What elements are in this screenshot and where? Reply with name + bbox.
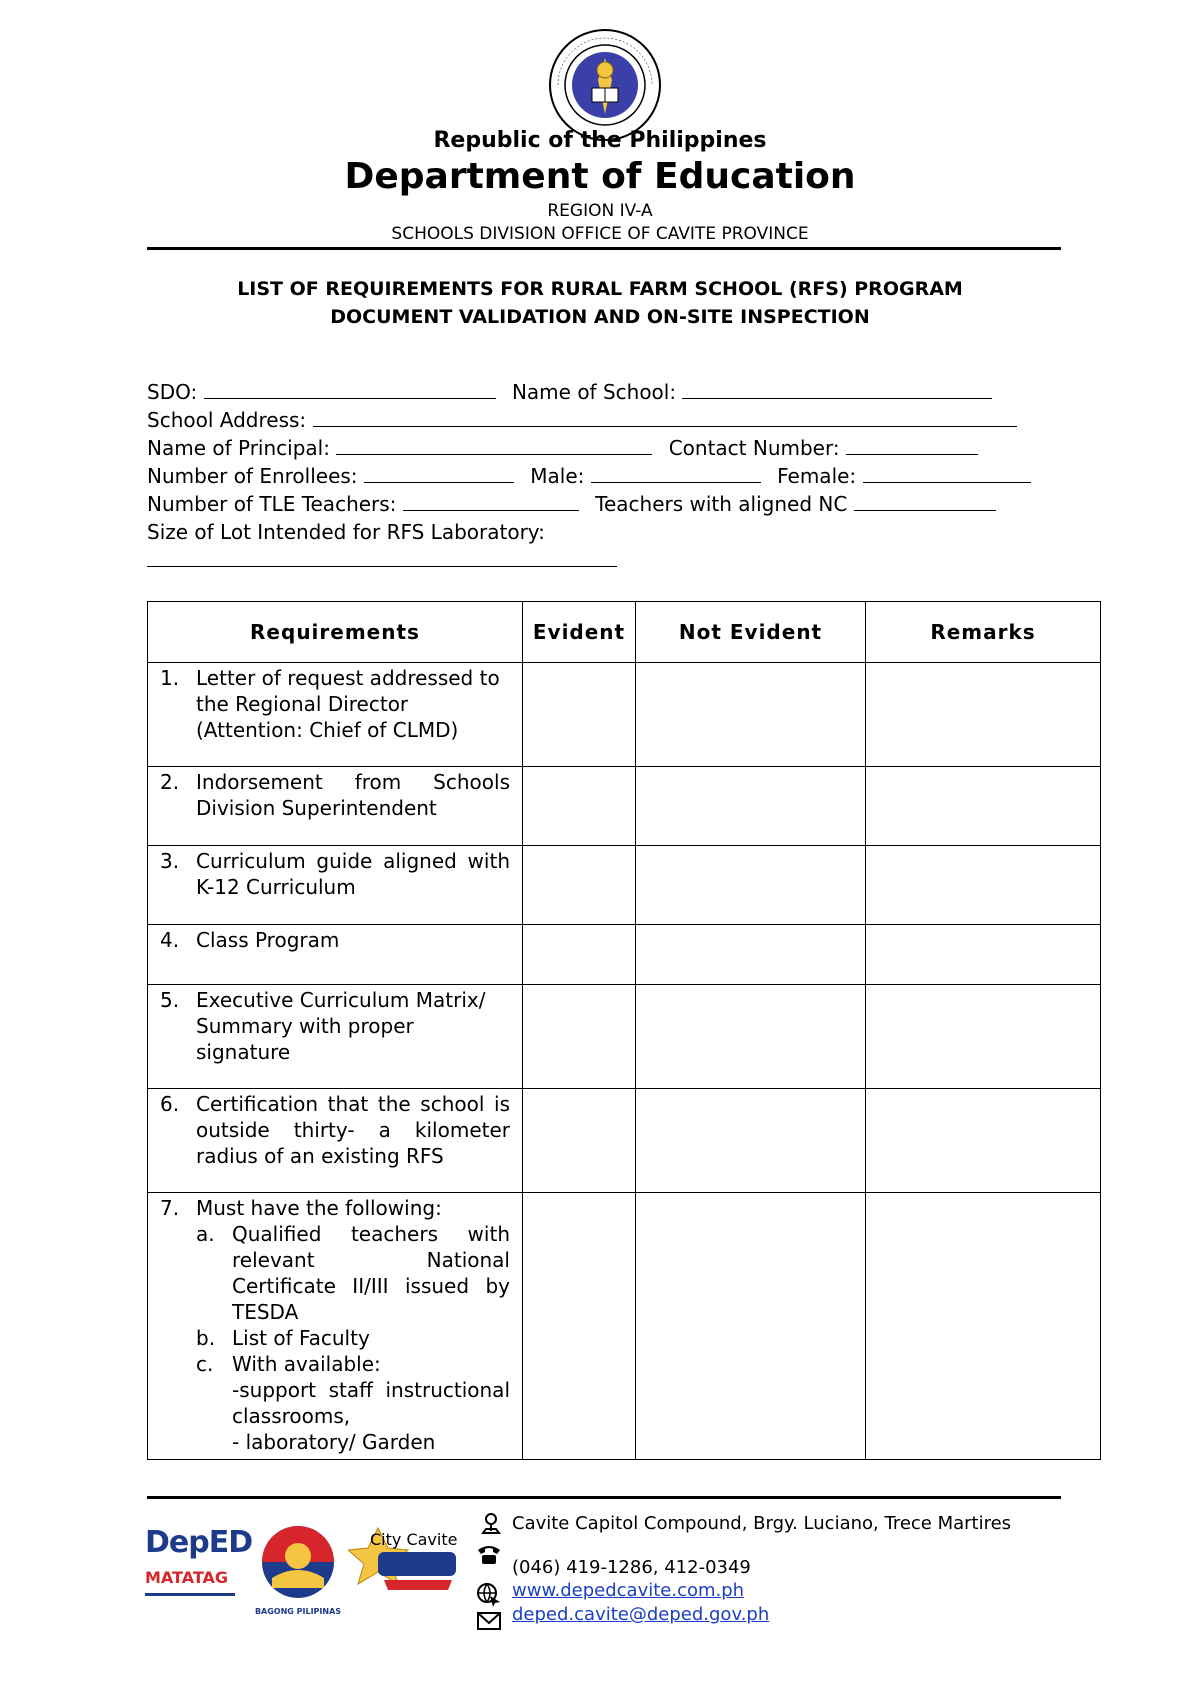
not-evident-cell[interactable] bbox=[636, 767, 866, 846]
remarks-cell[interactable] bbox=[866, 1193, 1101, 1460]
footer-divider bbox=[147, 1496, 1061, 1499]
tle-teachers-label: Number of TLE Teachers: bbox=[147, 492, 397, 516]
contact-number-field[interactable] bbox=[846, 434, 978, 455]
school-address-field[interactable] bbox=[313, 406, 1017, 427]
remarks-cell[interactable] bbox=[866, 985, 1101, 1089]
item-text: Letter of request addressed to the Regional Director (Attention: Chief of CLMD) bbox=[196, 666, 500, 742]
department-title: Department of Education bbox=[344, 156, 856, 197]
requirement-cell bbox=[148, 846, 523, 925]
requirement-cell bbox=[148, 1193, 523, 1460]
deped-logo-text: DepED bbox=[145, 1525, 253, 1560]
division-line: SCHOOLS DIVISION OFFICE OF CAVITE PROVINCE bbox=[391, 224, 809, 244]
not-evident-cell[interactable] bbox=[636, 1089, 866, 1193]
col-evident: Evident bbox=[523, 602, 636, 663]
bagong-pilipinas-logo bbox=[252, 1522, 344, 1618]
enrollees-field[interactable] bbox=[364, 462, 514, 483]
evident-cell[interactable] bbox=[523, 1193, 636, 1460]
item-text: Curriculum guide aligned with K-12 Curriculum bbox=[196, 849, 510, 899]
sub-item-detail: - laboratory/ Garden bbox=[232, 1430, 436, 1454]
item-number: 6. bbox=[160, 1092, 180, 1116]
item-number: 2. bbox=[160, 770, 180, 794]
school-address-label: School Address: bbox=[147, 408, 307, 432]
table-row bbox=[148, 1089, 1101, 1193]
aligned-nc-label: Teachers with aligned NC bbox=[595, 492, 848, 516]
evident-cell[interactable] bbox=[523, 985, 636, 1089]
tle-teachers-field[interactable] bbox=[403, 490, 579, 511]
sub-item-text: Qualified teachers with relevant National Certificate II/III issued by TESDA bbox=[232, 1222, 510, 1324]
deped-matatag-logo bbox=[145, 1525, 253, 1615]
item-number: 5. bbox=[160, 988, 180, 1012]
bagong-pilipinas-text: BAGONG PILIPINAS bbox=[254, 1607, 342, 1616]
table-header-row bbox=[148, 602, 1101, 663]
not-evident-cell[interactable] bbox=[636, 663, 866, 767]
republic-line: Republic of the Philippines bbox=[433, 128, 767, 153]
requirements-table bbox=[147, 601, 1101, 1460]
document-title-line-2: DOCUMENT VALIDATION AND ON-SITE INSPECTION bbox=[330, 306, 870, 328]
remarks-cell[interactable] bbox=[866, 1089, 1101, 1193]
region-line: REGION IV-A bbox=[547, 201, 653, 221]
remarks-cell[interactable] bbox=[866, 767, 1101, 846]
col-not-evident: Not Evident bbox=[636, 602, 866, 663]
sdo-cavite-city-logo bbox=[348, 1518, 468, 1608]
principal-field[interactable] bbox=[336, 434, 652, 455]
evident-cell[interactable] bbox=[523, 1089, 636, 1193]
female-field[interactable] bbox=[863, 462, 1031, 483]
table-row bbox=[148, 663, 1101, 767]
sub-item-detail: -support staff instructional classrooms, bbox=[232, 1378, 510, 1428]
globe-cursor-icon bbox=[476, 1582, 502, 1608]
enrollees-label: Number of Enrollees: bbox=[147, 464, 358, 488]
table-row bbox=[148, 846, 1101, 925]
evident-cell[interactable] bbox=[523, 925, 636, 985]
sub-item-letter: a. bbox=[196, 1222, 215, 1246]
female-label: Female: bbox=[777, 464, 857, 488]
lot-size-field[interactable] bbox=[147, 566, 617, 567]
contact-number-label: Contact Number: bbox=[668, 436, 840, 460]
remarks-cell[interactable] bbox=[866, 846, 1101, 925]
aligned-nc-field[interactable] bbox=[854, 490, 996, 511]
address-text: Cavite Capitol Compound, Brgy. Luciano, Trece Martires bbox=[512, 1513, 1012, 1534]
sub-item-letter: b. bbox=[196, 1326, 216, 1350]
envelope-icon bbox=[476, 1608, 502, 1634]
evident-cell[interactable] bbox=[523, 767, 636, 846]
location-pin-icon bbox=[478, 1511, 504, 1537]
item-number: 7. bbox=[160, 1196, 180, 1220]
telephone-icon bbox=[476, 1541, 502, 1567]
item-text: Must have the following: bbox=[196, 1196, 442, 1220]
requirement-cell bbox=[148, 1089, 523, 1193]
not-evident-cell[interactable] bbox=[636, 985, 866, 1089]
school-name-label: Name of School: bbox=[511, 380, 677, 404]
requirement-cell bbox=[148, 925, 523, 985]
phone-text: (046) 419-1286, 412-0349 bbox=[512, 1557, 751, 1578]
table-row bbox=[148, 925, 1101, 985]
requirement-cell bbox=[148, 767, 523, 846]
sdo-field[interactable] bbox=[204, 378, 496, 399]
email-link[interactable]: deped.cavite@deped.gov.ph bbox=[512, 1604, 770, 1625]
website-link[interactable]: www.depedcavite.com.ph bbox=[512, 1580, 745, 1601]
city-cavite-text: City Cavite bbox=[370, 1530, 458, 1549]
sub-item-letter: c. bbox=[196, 1352, 214, 1376]
document-title-line-1: LIST OF REQUIREMENTS FOR RURAL FARM SCHOOL (RFS) PROGRAM bbox=[237, 278, 963, 300]
not-evident-cell[interactable] bbox=[636, 925, 866, 985]
item-number: 4. bbox=[160, 928, 180, 952]
deped-seal-logo bbox=[548, 28, 662, 142]
item-number: 3. bbox=[160, 849, 180, 873]
sub-item-text: With available: bbox=[232, 1352, 381, 1376]
sdo-label: SDO: bbox=[147, 380, 198, 404]
item-text: Class Program bbox=[196, 928, 340, 952]
not-evident-cell[interactable] bbox=[636, 1193, 866, 1460]
male-label: Male: bbox=[530, 464, 585, 488]
evident-cell[interactable] bbox=[523, 663, 636, 767]
remarks-cell[interactable] bbox=[866, 925, 1101, 985]
table-row bbox=[148, 767, 1101, 846]
item-text: Executive Curriculum Matrix/ Summary with proper signature bbox=[196, 988, 486, 1064]
requirement-cell bbox=[148, 663, 523, 767]
school-name-field[interactable] bbox=[682, 378, 992, 399]
school-info-form bbox=[147, 378, 1067, 546]
col-remarks: Remarks bbox=[866, 602, 1101, 663]
not-evident-cell[interactable] bbox=[636, 846, 866, 925]
requirement-cell bbox=[148, 985, 523, 1089]
sub-item-text: List of Faculty bbox=[232, 1326, 370, 1350]
header-divider bbox=[147, 247, 1061, 250]
matatag-logo-text: MATATAG bbox=[145, 1568, 229, 1587]
col-requirements: Requirements bbox=[148, 602, 523, 663]
principal-label: Name of Principal: bbox=[147, 436, 330, 460]
item-text: Indorsement from Schools Division Superintendent bbox=[196, 770, 510, 820]
item-text: Certification that the school is outside thirty- a kilometer radius of an existing RFS bbox=[196, 1092, 510, 1168]
evident-cell[interactable] bbox=[523, 846, 636, 925]
item-number: 1. bbox=[160, 666, 180, 690]
lot-size-label: Size of Lot Intended for RFS Laboratory: bbox=[147, 520, 545, 544]
table-row bbox=[148, 1193, 1101, 1460]
male-field[interactable] bbox=[591, 462, 761, 483]
remarks-cell[interactable] bbox=[866, 663, 1101, 767]
table-row bbox=[148, 985, 1101, 1089]
